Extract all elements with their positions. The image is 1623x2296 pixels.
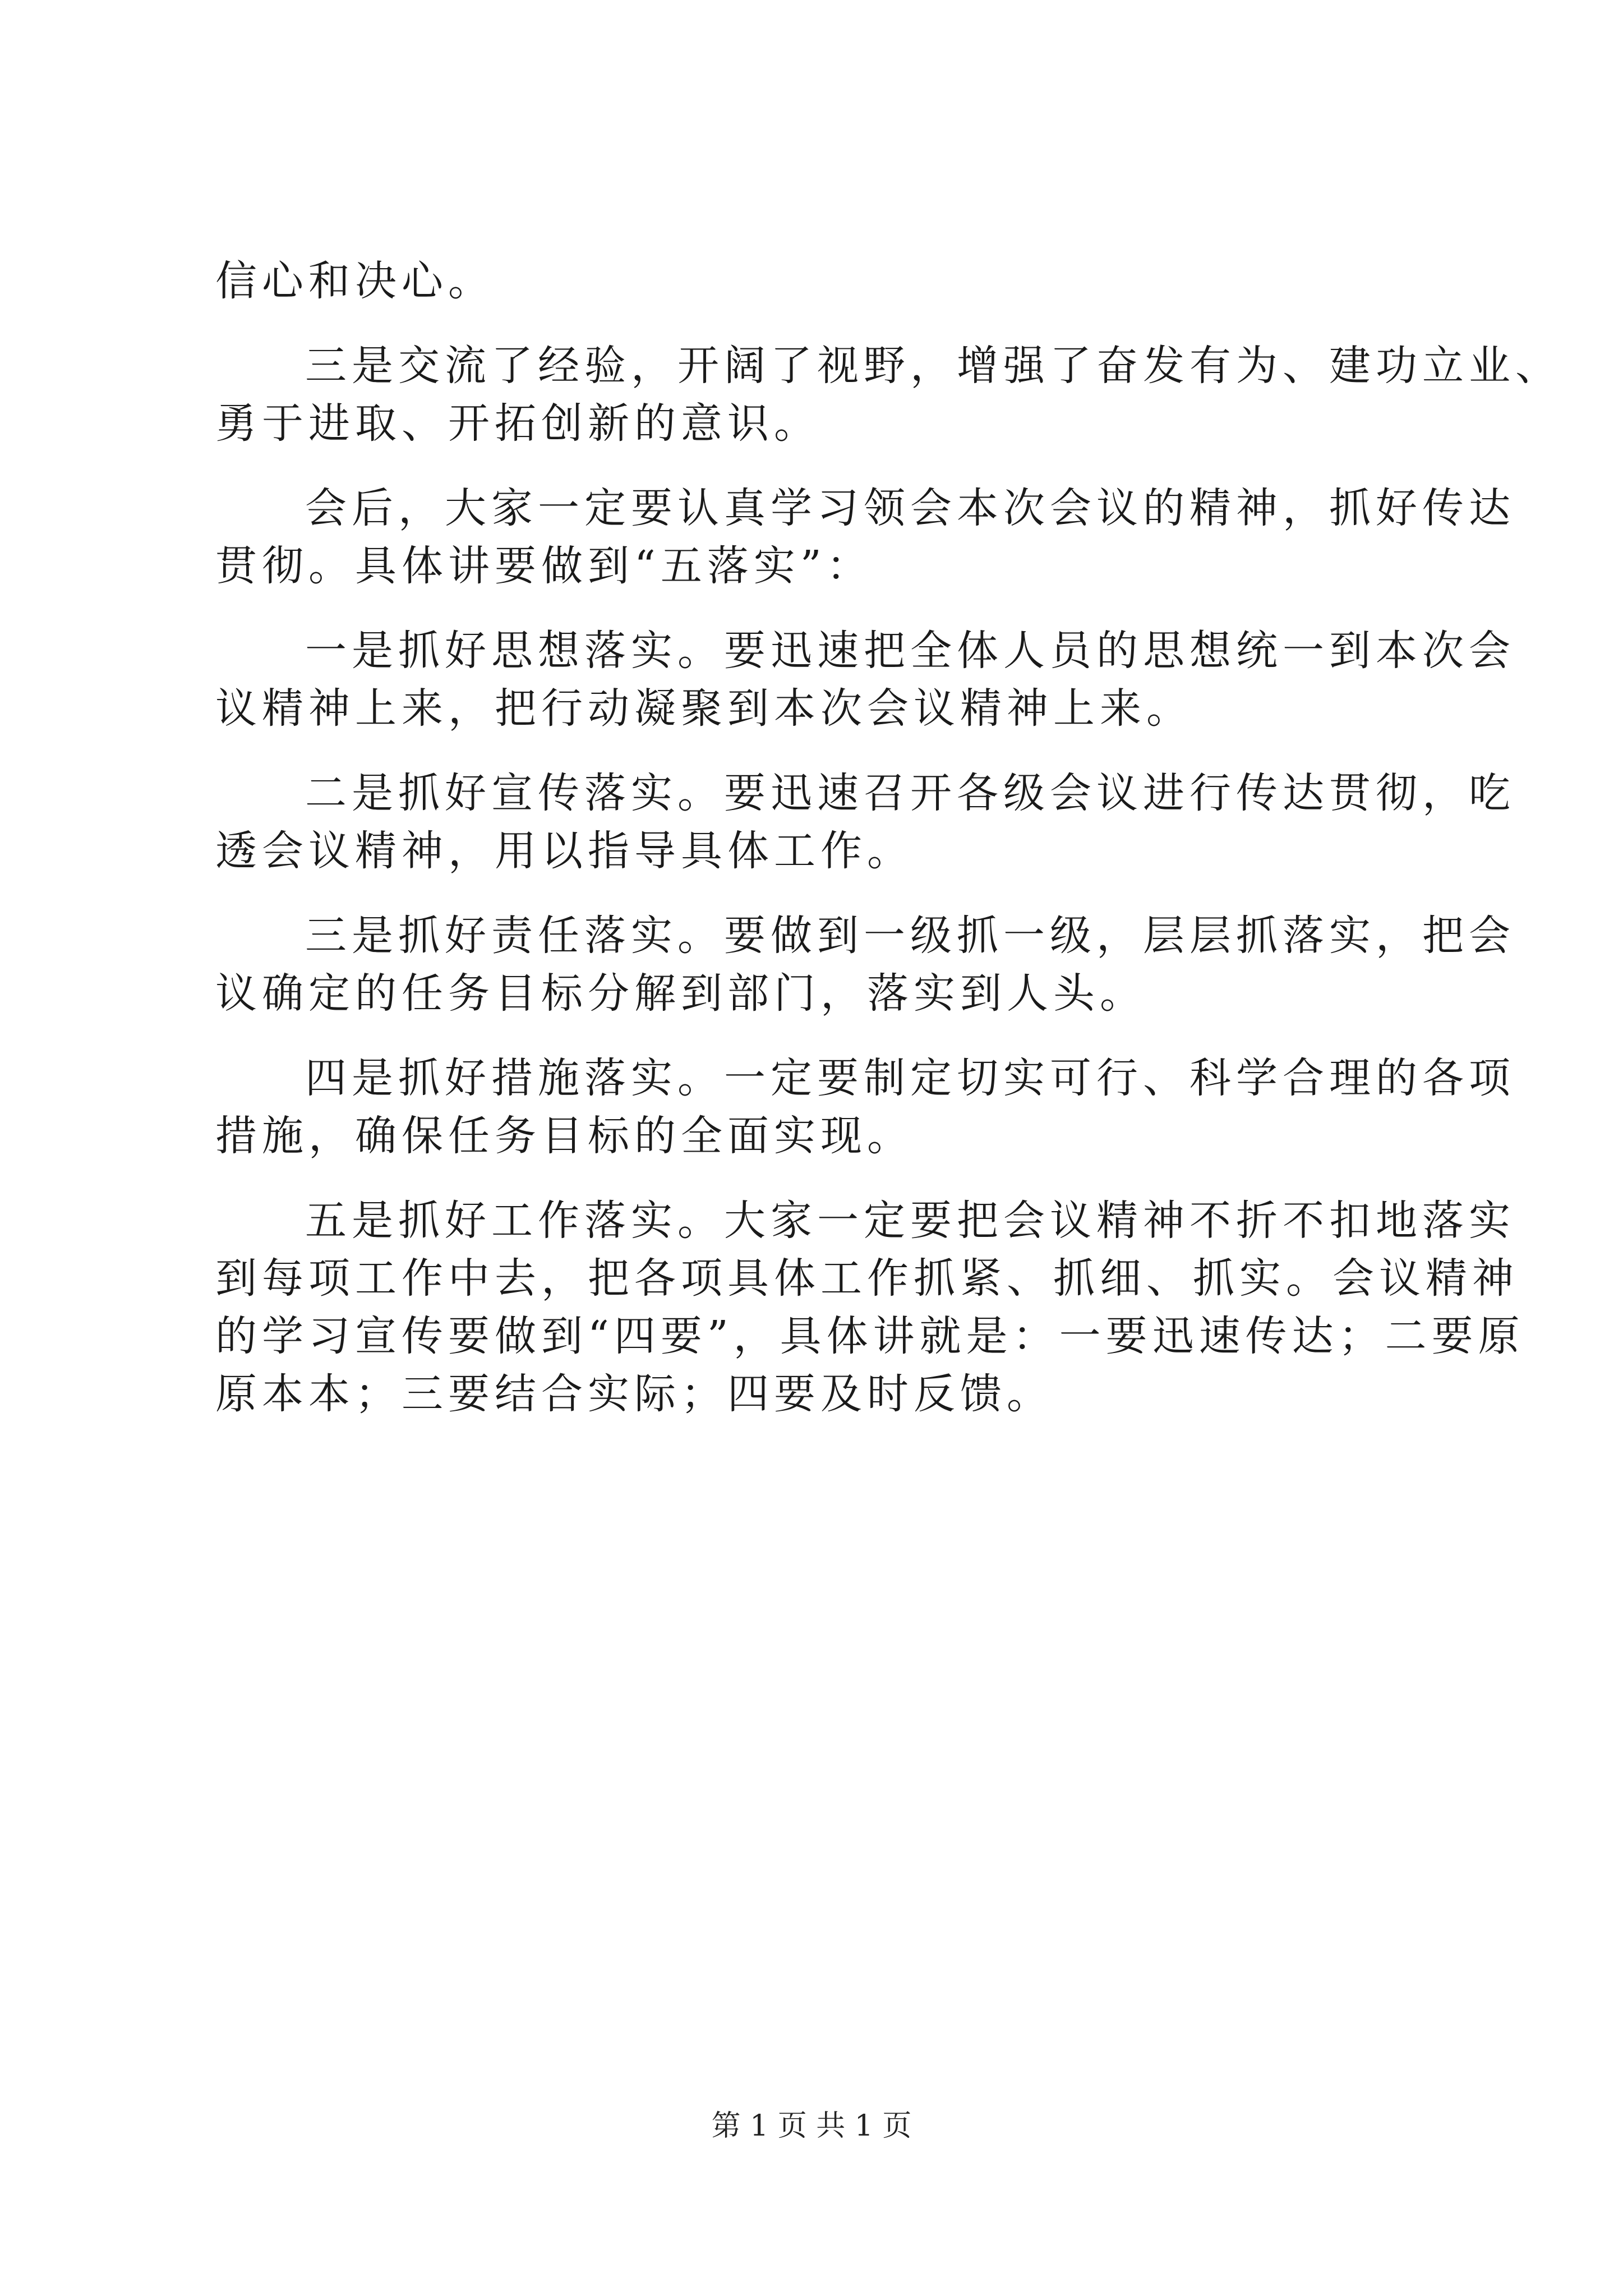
- text-line: 二是抓好宣传落实。要迅速召开各级会议进行传达贯彻，吃: [305, 769, 1515, 817]
- text-line: 议精神上来，把行动凝聚到本次会议精神上来。: [215, 684, 1193, 733]
- text-line: 措施，确保任务目标的全面实现。: [215, 1112, 914, 1160]
- text-line: 信心和决心。: [215, 257, 495, 305]
- text-line: 三是抓好责任落实。要做到一级抓一级，层层抓落实，把会: [305, 912, 1515, 960]
- text-line: 议确定的任务目标分解到部门，落实到人头。: [215, 969, 1146, 1018]
- text-line: 勇于进取、开拓创新的意识。: [215, 399, 820, 448]
- text-line: 三是交流了经验，开阔了视野，增强了奋发有为、建功立业、: [305, 342, 1562, 390]
- text-line: 一是抓好思想落实。要迅速把全体人员的思想统一到本次会: [305, 627, 1515, 675]
- text-line: 会后，大家一定要认真学习领会本次会议的精神，抓好传达: [305, 484, 1515, 532]
- text-line: 的学习宣传要做到“四要”，具体讲就是：一要迅速传达；二要原: [215, 1312, 1525, 1360]
- document-body: [215, 252, 1562, 1423]
- text-line: 原本本；三要结合实际；四要及时反馈。: [215, 1370, 1053, 1418]
- text-line: 贯彻。具体讲要做到“五落实”：: [215, 542, 873, 590]
- text-line: 透会议精神，用以指导具体工作。: [215, 827, 914, 875]
- page-number-footer: 第 1 页 共 1 页: [711, 2109, 912, 2143]
- text-line: 五是抓好工作落实。大家一定要把会议精神不折不扣地落实: [305, 1197, 1515, 1245]
- text-line: 四是抓好措施落实。一定要制定切实可行、科学合理的各项: [305, 1054, 1515, 1102]
- text-line: 到每项工作中去，把各项具体工作抓紧、抓细、抓实。会议精神: [215, 1254, 1519, 1303]
